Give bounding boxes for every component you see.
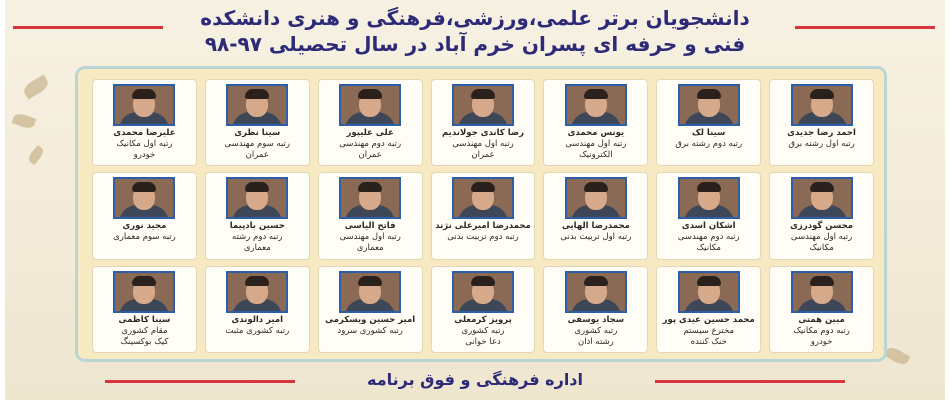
- student-photo: [678, 271, 740, 313]
- photo-hair-shape: [358, 89, 382, 99]
- student-field: کیک بوکسینگ: [120, 336, 169, 347]
- student-field: رشته اذان: [577, 336, 614, 347]
- student-card: [543, 172, 648, 259]
- decorative-leaf-left-2: [12, 112, 37, 131]
- student-rank: رتبه دوم تربیت بدنی: [447, 232, 519, 243]
- student-name: سینا نظری: [234, 128, 281, 138]
- student-card: [92, 172, 197, 259]
- photo-hair-shape: [697, 276, 721, 286]
- student-photo: [339, 271, 401, 313]
- student-card: [205, 172, 310, 259]
- student-name: محمد حسین عیدی پور: [662, 314, 755, 325]
- student-name: یونس محمدی: [567, 128, 625, 138]
- student-card: [92, 266, 197, 353]
- student-photo: [339, 84, 401, 126]
- student-photo: [226, 84, 288, 126]
- student-card: [431, 79, 536, 166]
- student-rank: رتبه کشوری مثبت: [225, 325, 290, 336]
- student-name: امیر حسین ویسکرمی: [325, 314, 416, 325]
- student-field: عمران: [358, 150, 382, 160]
- student-photo: [113, 177, 175, 219]
- student-card: [318, 266, 423, 353]
- photo-hair-shape: [132, 89, 156, 99]
- student-name: علی علیپور: [346, 128, 394, 138]
- student-rank: رتبه کشوری سرود: [337, 325, 403, 336]
- student-rank: رتبه کشوری: [574, 325, 618, 336]
- student-name: مجید نوری: [122, 221, 167, 232]
- student-field: عمران: [245, 150, 269, 160]
- student-field: مکانیک: [696, 243, 721, 254]
- student-rank: رتبه اول مکانیک: [116, 139, 173, 149]
- photo-hair-shape: [584, 276, 608, 286]
- student-card: [769, 79, 874, 166]
- photo-hair-shape: [245, 276, 269, 286]
- student-name: سینا کاظمی: [118, 314, 171, 325]
- student-name: اشکان اسدی: [681, 221, 736, 232]
- poster-title-line-1: دانشجویان برتر علمی،ورزشی،فرهنگی و هنری دانشکده: [200, 6, 750, 30]
- photo-hair-shape: [697, 182, 721, 192]
- student-photo: [565, 177, 627, 219]
- student-rank: رتبه دوم رشته برق: [675, 139, 743, 149]
- student-rank: مخترع سیستم: [683, 325, 734, 336]
- student-name: سجاد یوسفی: [567, 314, 625, 325]
- student-card: [318, 79, 423, 166]
- students-grid: [92, 79, 874, 353]
- student-name: علیرضا محمدی: [113, 128, 176, 138]
- poster-title-line-2: فنی و حرفه ای پسران خرم آباد در سال تحصیلی ۹۷-۹۸: [204, 32, 746, 56]
- student-card: [431, 172, 536, 259]
- student-rank: رتبه دوم مهندسی: [339, 139, 402, 149]
- photo-hair-shape: [584, 182, 608, 192]
- photo-hair-shape: [358, 182, 382, 192]
- student-rank: رتبه اول تربیت بدنی: [560, 232, 632, 243]
- student-photo: [452, 177, 514, 219]
- student-rank: مقام کشوری: [121, 325, 168, 336]
- photo-hair-shape: [471, 182, 495, 192]
- student-card: [656, 172, 761, 259]
- student-name: مبین همتی: [798, 314, 845, 325]
- student-card: [92, 79, 197, 166]
- photo-hair-shape: [810, 276, 834, 286]
- student-card: [543, 266, 648, 353]
- student-field: خنک کننده: [690, 336, 727, 347]
- photo-hair-shape: [697, 89, 721, 99]
- photo-hair-shape: [245, 89, 269, 99]
- student-card: [769, 172, 874, 259]
- student-photo: [226, 177, 288, 219]
- student-photo: [565, 84, 627, 126]
- decorative-leaf-left: [21, 74, 51, 99]
- student-name: حسین بادپیما: [229, 221, 285, 232]
- student-field: معماری: [356, 243, 384, 254]
- student-rank: رتبه اول مهندسی: [339, 232, 401, 243]
- student-card: [543, 79, 648, 166]
- student-rank: رتبه اول مهندسی: [452, 139, 514, 149]
- student-name: محمدرضا الهایی: [561, 221, 630, 232]
- student-name: فاتح الیاسی: [344, 221, 396, 232]
- student-name: محسن گودرزی: [790, 221, 853, 232]
- student-rank: رتبه دوم مکانیک: [793, 325, 850, 336]
- poster: [5, 0, 945, 400]
- student-card: [205, 266, 310, 353]
- photo-hair-shape: [132, 276, 156, 286]
- student-name: سینا لک: [692, 128, 726, 138]
- student-photo: [678, 84, 740, 126]
- student-photo: [452, 271, 514, 313]
- student-photo: [791, 177, 853, 219]
- student-rank: رتبه کشوری: [461, 325, 505, 336]
- student-field: الکترونیک: [579, 150, 613, 160]
- student-photo: [565, 271, 627, 313]
- student-photo: [791, 271, 853, 313]
- photo-hair-shape: [132, 182, 156, 192]
- student-rank: رتبه اول مهندسی: [790, 232, 853, 243]
- student-field: عمران: [471, 150, 495, 160]
- student-name: احمد رضا جدیدی: [787, 128, 856, 138]
- photo-hair-shape: [810, 182, 834, 192]
- student-field: مکانیک: [809, 243, 834, 254]
- student-name: محمدرضا امیرعلی نژند: [435, 221, 531, 232]
- student-rank: رتبه سوم مهندسی: [224, 139, 291, 149]
- student-photo: [339, 177, 401, 219]
- student-card: [318, 172, 423, 259]
- photo-hair-shape: [358, 276, 382, 286]
- student-photo: [226, 271, 288, 313]
- student-rank: رتبه اول رشته برق: [788, 139, 855, 149]
- student-photo: [452, 84, 514, 126]
- student-field: خودرو: [810, 336, 833, 347]
- student-card: [656, 266, 761, 353]
- student-field: معماری: [243, 243, 271, 254]
- photo-hair-shape: [471, 89, 495, 99]
- student-card: [769, 266, 874, 353]
- student-rank: رتبه دوم مهندسی: [677, 232, 740, 243]
- student-name: پرویز کرمعلی: [454, 314, 512, 325]
- photo-hair-shape: [810, 89, 834, 99]
- students-panel: [75, 66, 887, 362]
- decorative-leaf-left-3: [26, 145, 45, 165]
- student-card: [656, 79, 761, 166]
- student-rank: رتبه اول مهندسی: [565, 139, 627, 149]
- student-field: دعا خوانی: [465, 336, 501, 347]
- poster-footer: اداره فرهنگی و فوق برنامه: [366, 370, 583, 389]
- photo-hair-shape: [471, 276, 495, 286]
- student-field: خودرو: [133, 150, 156, 160]
- photo-hair-shape: [245, 182, 269, 192]
- student-name: رضا کاندی جولاندیم: [442, 128, 524, 138]
- photo-hair-shape: [584, 89, 608, 99]
- student-photo: [113, 271, 175, 313]
- decorative-leaf-right: [884, 345, 911, 367]
- student-photo: [791, 84, 853, 126]
- student-card: [431, 266, 536, 353]
- student-rank: رتبه دوم رشته: [232, 232, 283, 243]
- student-photo: [113, 84, 175, 126]
- student-rank: رتبه سوم معماری: [113, 232, 176, 243]
- student-name: امیر دالوندی: [231, 314, 284, 325]
- student-photo: [678, 177, 740, 219]
- student-card: [205, 79, 310, 166]
